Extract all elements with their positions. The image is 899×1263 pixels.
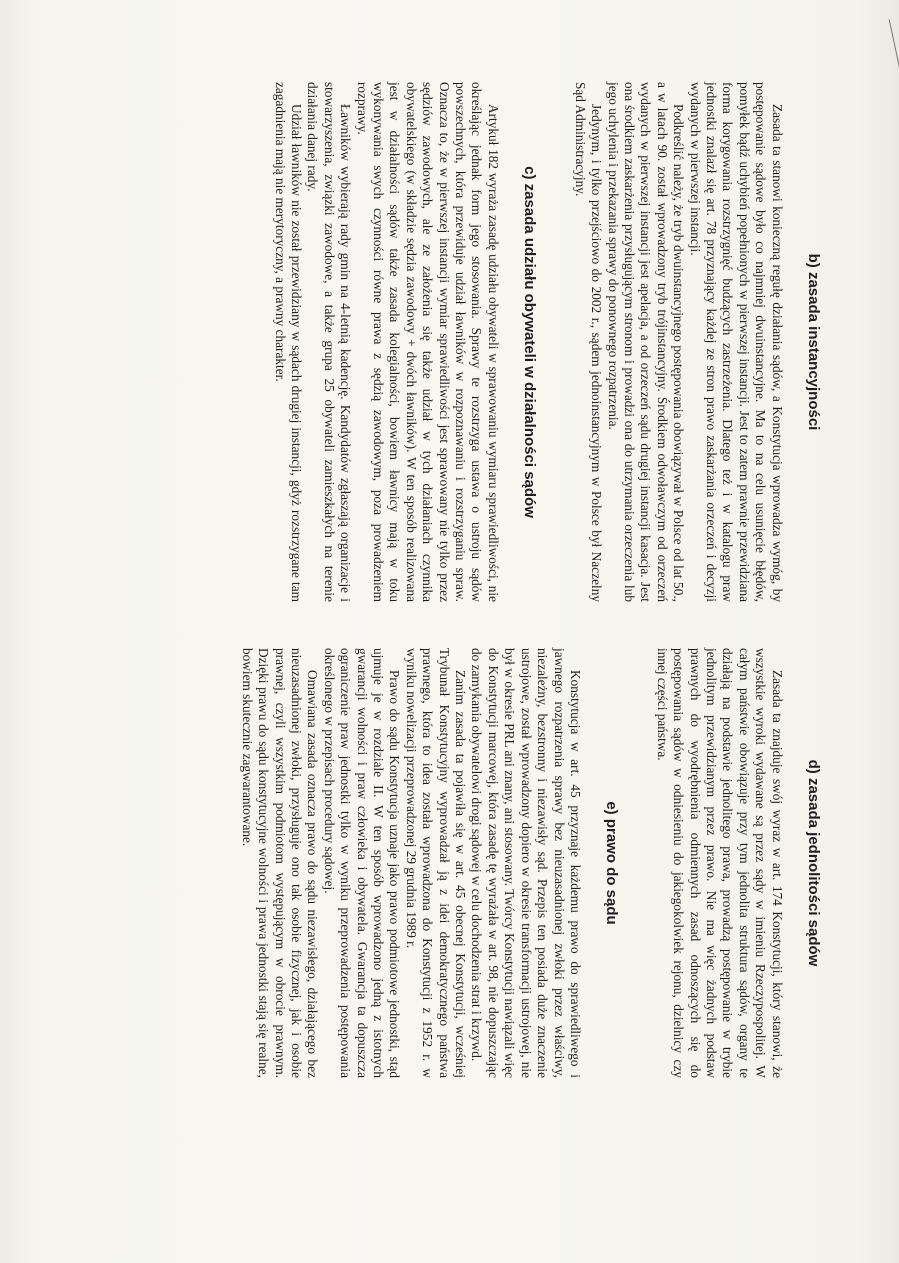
paragraph-e3: Prawo do sądu Konstytucja uznaje jako prawo podmiotowe jednostki, stąd ujmuje je w rozdziale II. W ten sposób wprowadzono jedną z istotnych gwarancji wolności i praw człowieka i obywatela. Gwarancja ta dopuszcza ograniczenie praw jednostki tylko w wyniku przeprowadzenia postępowania określonego w przepisach procedury sądowej. [321, 648, 403, 1078]
heading-b-instance: b) zasada instancyjności [805, 253, 822, 431]
paragraph-b3: Jedynym, i tylko przejściowo do 2002 r., sądem jednoinstancyjnym w Polsce był Naczelny Sąd Administracyjny. [572, 82, 605, 602]
right-page-column [238, 648, 821, 1078]
paragraph-e4: Omawiana zasada oznacza prawo do sądu niezawisłego, działającego bez nieuzasadnionej zwłoki, przysługuje ono tak osobie fizycznej, jak i osobie prawnej, czyli wszystkim podmiotom występującym w obrocie prawnym. Dzięki prawu do sądu konstytucyjne wolności i prawa jednostki stają się realne, bowiem skutecznie zagwarantowane. [239, 648, 321, 1078]
paragraph-c2: Ławników wybierają rady gmin na 4-letnią kadencję. Kandydatów zgłaszają organizacje i stowarzyszenia, związki zawodowe, a także grupa 25 obywateli zamieszkałych na terenie działania danej rady. [305, 82, 354, 602]
heading-e-right-to-court: e) prawo do sądu [603, 801, 621, 925]
left-page-column [271, 82, 821, 602]
paragraph-e2: Zanim zasada ta pojawiła się w art. 45 obecnej Konstytucji, wcześniej Trybunał Konstytucyjny wyprowadzał ją z idei demokratycznego państwa prawnego, która to idea została wprowadzona do Konstytucji z 1952 r. w wyniku nowelizacji przeprowadzonej 29 grudnia 1989 r. [403, 648, 469, 1078]
paragraph-e1: Konstytucja w art. 45 przyznaje każdemu prawo do sprawiedliwego i jawnego rozpatrzenia sprawy bez nieuzasadnionej zwłoki przez właściwy, niezależny, bezstronny i niezawisły sąd. Przepis ten posiada duże znaczenie ustrojowe, został wprowadzony dopiero w okresie transformacji ustrojowej, nie był w okresie PRL ani znany, ani stosowany. Twórcy Konstytucji nawiązali więc do Konstytucji marcowej, która zasadę tę wyrażała w art. 98, nie dopuszczając do zamykania obywatelowi drogi sądowej w celu dochodzenia strat i krzywd. [469, 648, 583, 1078]
paragraph-b1: Zasada ta stanowi konieczną regułę działania sądów, a Konstytucja wprowadza wymóg, by postępowanie sądowe było co najmniej dwuinstancyjne. Ma to na celu usunięcie błędów, pomyłek bądź uchybień popełnionych w pierwszej instancji. Jest to zatem prawnie przewidziana forma korygowania rozstrzygnięć budzących zastrzeżenia. Dlatego też i w katalogu praw jednostki znalazł się art. 78 przyznający każdej ze stron prawo zaskarżania orzeczeń i decyzji wydanych w pierwszej instancji. [687, 82, 785, 602]
heading-c-citizens: c) zasada udziału obywateli w działalności sądów [521, 166, 539, 518]
paragraph-c3: Udział ławników nie został przewidziany w sądach drugiej instancji, gdyż rozstrzygane tam zagadnienia mają nie merytoryczny, a prawny charakter. [272, 82, 305, 602]
paragraph-b2: Podkreślić należy, że tryb dwuinstancyjnego postępowania obowiązywał w Polsce od lat 50., a w latach 90. został wprowadzony tryb trójinstancyjny. Środkiem odwoławczym od orzeczeń wydanych w pierwszej instancji jest apelacja, a od orzeczeń sądu drugiej instancji kasacja. Jest ona środkiem zaskarżenia przysługującym stronom i prowadzi ona do utrzymania orzeczenia lub jego uchylenia i przekazania sprawy do ponownego rozpatrzenia. [605, 82, 687, 602]
paragraph-c1: Artykuł 182 wyraża zasadę udziału obywateli w sprawowaniu wymiaru sprawiedliwości, nie określając jednak form jego stosowania. Sprawy te rozstrzyga ustawa o ustroju sądów powszechnych, która przewiduje udział ławników w rozpoznawaniu i rozstrzyganiu spraw. Oznacza to, że w pierwszej instancji wymiar sprawiedliwości jest sprawowany nie tylko przez sędziów zawodowych, ale ze założenia się także udział w tych działaniach czynnika obywatelskiego (w składzie sędzia zawodowy + dwóch ławników). W ten sposób realizowana jest w działalności sądów także zasada kolegialności, bowiem ławnicy mają w toku wykonywania swych czynności równe prawa z sędzią zawodowym, poza prowadzeniem rozprawy. [354, 82, 501, 602]
paragraph-d1: Zasada ta znajduje swój wyraz w art. 174 Konstytucji, który stanowi, że wszystkie wyroki wydawane są przez sądy w imieniu Rzeczypospolitej. W całym państwie obowiązuje przy tym jednolita struktura sądów, organy te działają na podstawie jednolitego prawa, prowadzą postępowanie w trybie jednolitym przewidzianym przez prawo. Nie ma więc żadnych podstaw prawnych do wyodrębnienia odmiennych zasad odnoszących się do postępowania sądów w odniesieniu do jakiegokolwiek rejonu, dzielnicy czy innej części państwa. [654, 648, 785, 1078]
heading-d-uniformity: d) zasada jednolitości sądów [805, 759, 822, 967]
